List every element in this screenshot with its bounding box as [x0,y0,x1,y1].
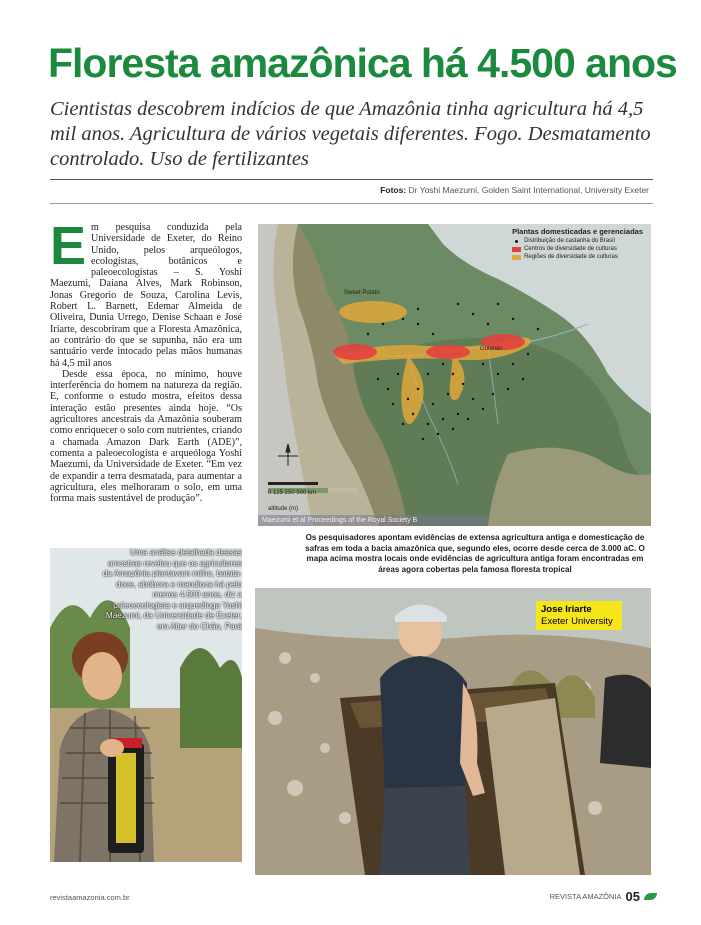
legend-item-crop-centres [512,245,643,253]
legend-label: Centros de diversidade de culturas [524,246,617,252]
paragraph-1-text: m pesquisa conduzida pela Universidade de Exeter, do Reino Unido, pelos arqueólogos, ecologistas, botânicos e paleoecologistas – S. Yoshi Maezumi, Daiana Alves, Mark Robinson, Jonas Gregorio de Souza, Carolina Levis, Robert L. Barnett, Edemar Almeida de Oliveira, Dunia Urrego, Denise Schaan e José Iriarte, descobriram que a Floresta Amazônica, ao contrário do que se supunha, não era um santuário verde intocado pelas mãos humanas há 4,5 mil anos [50,222,242,369]
credits-divider [50,203,653,204]
article-title: Floresta amazônica há 4.500 anos [48,40,677,86]
legend-item-crop-regions [512,253,643,261]
legend-swatch-orange [512,255,521,260]
name-tag-affiliation: Exeter University [541,615,613,627]
map-source: Maezumi et al Proceedings of the Royal Society B [258,515,488,526]
map-altitude-label: altitude (m) [268,506,299,512]
article-subtitle: Cientistas descobrem indícios de que Amazônia tinha agricultura há 4,5 mil anos. Agricultura de vários vegetais diferentes. Fogo. Desmatamento controlado. Uso de fertilizantes [50,98,651,170]
article-paragraph: Desde essa época, no mínimo, houve interferência do homem na natureza da região. E, conforme o estudo mostra, efeitos dessa interação estão presentes ainda hoje. “Os agricultores ancestrais da Amazônia souberam como enriquecer o solo com nutrientes, criando a chamada Amazon Dark Earth (ADE)”, comenta a paleoecologista e arqueóloga Yoshi Maezumi, da Universidade de Exeter. “Em vez de expandir a terra desmatada, para aumentar a agricultura, eles melhoraram o solo, em uma forma mais sustentável de produção”. [50,368,242,505]
leaf-icon [644,893,657,900]
credits-label: Fotos: [380,185,407,195]
legend-item-brazil-nut [512,237,643,245]
map-illustration [258,224,651,526]
page-number: 05 [625,889,640,904]
drop-cap: E [50,216,87,276]
map-label-guianas: Guianas [480,346,503,352]
map-caption: Os pesquisadores apontam evidências de extensa agricultura antiga e domesticação de safras em toda a bacia amazônica que, segundo eles, ocorre desde cerca de 3.000 aC. O mapa acima mostra locais onde evidências de agricultura antiga foram encontradas em áreas agora cobertas pela famosa floresta tropical [305,533,645,574]
name-tag-name: Jose Iriarte [541,604,592,615]
legend-label: Distribuição de castanha do Brasil [524,238,615,244]
photo-credits [380,185,649,195]
legend-title: Plantas domesticadas e gerenciadas [512,227,643,236]
footer-page-info [550,889,657,904]
excavation-photo-illustration [255,588,651,875]
photo-left-caption: Uma análise detalhada dessas amostras revelou que os agricultores da Amazônia plantavam milho, batata-doce, abóbora e mandioca há pelo menos 4.500 anos, diz a paleoecologista e arqueóloga Yoshi Maezumi, da Universidade de Exeter, em Alter do Chão, Pará [102,548,242,631]
map-label-sweet-potato: Sweet Potato [344,290,380,296]
article-body [50,216,242,505]
legend-dot-icon [515,240,518,243]
legend-label: Regiões de diversidade de culturas [524,254,618,260]
map-scale-label: 0 125 250 500 km [268,490,317,496]
article-paragraph [50,216,242,369]
credits-text: Dr Yoshi Maezumi, Golden Saint International, University Exeter [406,185,649,195]
photo-name-tag [536,601,622,630]
photo-researcher-field [50,548,242,862]
footer-website: revistaamazonia.com.br [50,893,130,902]
footer-magazine-name: REVISTA AMAZÔNIA [549,892,622,901]
legend-swatch-red [512,247,521,252]
header-divider [50,179,653,180]
map-legend [512,228,643,261]
amazon-map [258,224,651,526]
photo-jose-iriarte [255,588,651,875]
